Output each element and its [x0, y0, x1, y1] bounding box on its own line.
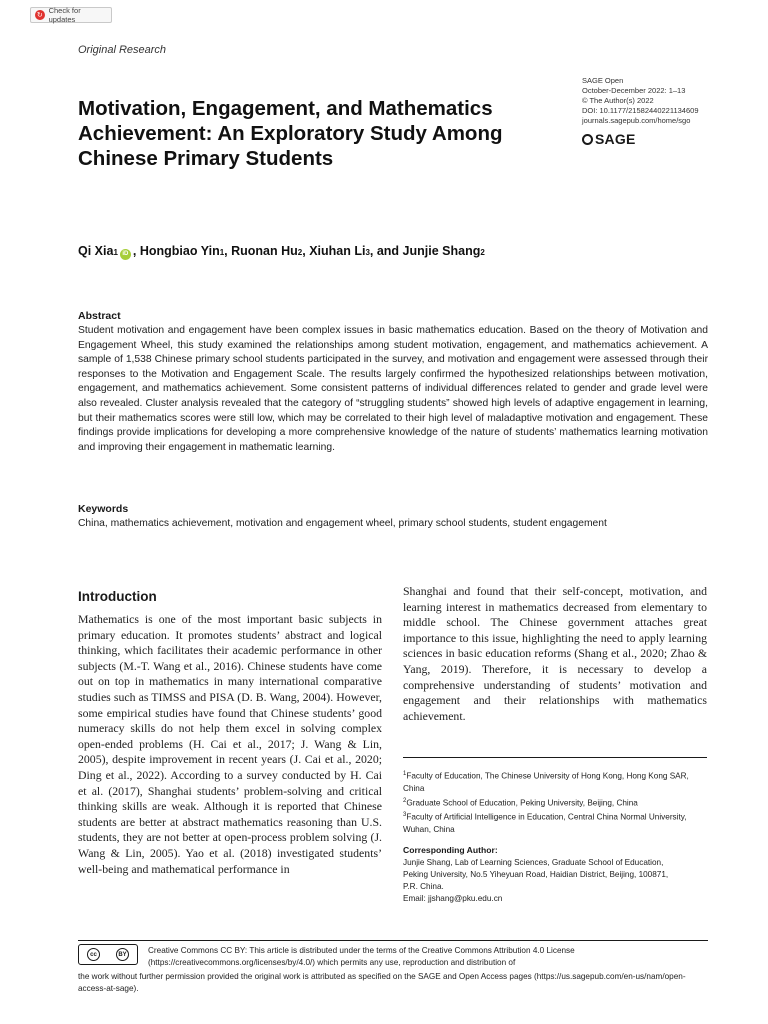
keywords-text: China, mathematics achievement, motivation and engagement wheel, primary school students, student engagement [78, 518, 607, 529]
license-text-first: Creative Commons CC BY: This article is distributed under the terms of the Creative Commons Attribution 4.0 License (https://creativecommons.org/licenses/by/4.0/) which permits any use, reproduction and distribution of [148, 946, 575, 968]
introduction-heading: Introduction [78, 589, 157, 604]
corresponding-line: Junjie Shang, Lab of Learning Sciences, Graduate School of Education, [403, 858, 664, 867]
affiliation-mark: 1 [403, 771, 407, 777]
body-text-left-column: Mathematics is one of the most important basic subjects in primary education. It promotes students’ abstract and logical thinking, which facilitates their academic performance in other subjects (M.-T. Wang et al., 2016). Chinese students have come out on top in mathematics in many international comparative studies such as TIMSS and PISA (D. B. Wang, 2004). However, some empirical studies have found that Chinese students’ good numeracy skills do not help them excel in solving complex open-ended problems (H. Cai et al., 2017; J. Wang & Lin, 2005), despite improvement in recent years (J. Cai et al., 2020; Ding et al., 2022). According to a survey conducted by H. Cai et al. (2017), Shanghai students’ problem-solving and critical thinking skills are weak. Although it is reported that Chinese students are better at abstract mathematics reasoning than U.S. students, they are not better at open-process problem solving (J. Wang & Lin, 2005). Yao et al. (2018) investigated students’ well-being and mathematical performance in [78, 612, 382, 876]
journal-name: SAGE Open [582, 76, 624, 85]
copyright-line: © The Author(s) 2022 [582, 96, 654, 105]
affiliation-item [403, 768, 707, 795]
keywords-heading: Keywords [78, 503, 129, 515]
journal-info [582, 76, 699, 126]
creative-commons-icon [78, 944, 138, 965]
affiliation-mark: 3 [403, 812, 407, 819]
footnote-divider [403, 757, 707, 758]
corresponding-author-heading: Corresponding Author: [403, 845, 498, 855]
author-affiliation-mark: 2 [480, 248, 485, 257]
author-affiliation-mark: 3 [365, 248, 370, 257]
author-separator: , [224, 244, 232, 258]
author-affiliation-mark: 2 [297, 248, 303, 257]
author-name[interactable]: Hongbiao Yin [139, 244, 220, 258]
sage-logo-icon [582, 134, 593, 145]
cc-icon: cc [87, 948, 100, 961]
affiliation-text: Graduate School of Education, Peking University, Beijing, China [406, 798, 638, 808]
author-name[interactable]: Xiuhan Li [309, 244, 366, 258]
check-for-updates-button[interactable] [30, 7, 112, 23]
doi-link[interactable]: DOI: 10.1177/21582440221134609 [582, 106, 699, 115]
author-separator: , [302, 244, 310, 258]
check-for-updates-label: Check for updates [48, 6, 81, 24]
journal-url-link[interactable]: journals.sagepub.com/home/sgo [582, 116, 691, 125]
article-type-label: Original Research [78, 44, 167, 56]
license-divider [78, 940, 708, 941]
author-list [78, 244, 485, 260]
abstract-heading: Abstract [78, 310, 121, 322]
sage-logo-text: SAGE [595, 131, 636, 147]
body-text-right-column: Shanghai and found that their self-concept, motivation, and learning interest in mathematics decreased from elementary to middle school. The Chinese government attaches great importance to this issue, highlighting the need to apply learning sciences in basic education reforms (Shang et al., 2020; Zhao & Yang, 2019). Therefore, it is necessary to develop a comprehensive understanding of students’ motivation and engagement and their relationships with mathematics achievement. [403, 584, 707, 723]
abstract-text: Student motivation and engagement have been complex issues in basic mathematics education. Based on the theory of Motivation and Engagement Wheel, this study examined the relationships among student motivation, engagement, and mathematics achievement. A sample of 1,538 Chinese primary school students participated in the survey, and motivation and engagement were assessed through their responses to the Motivation and Engagement Scale. The results largely confirmed the hypothesized relationships between motivation, engagement, and mathematics achievement. Some consistent patterns of individual differences related to gender and grade level were also revealed. Cluster analysis revealed that the category of “struggling students” showed high levels of adaptive engagement in learning, but their mathematics scores were still low, which may be correlated to their high level of maladaptive motivation and engagement. These findings provide implications for developing a more comprehensive knowledge of the nature of students’ mathematics learning motivation and improving their engagement in mathematic learning. [78, 325, 708, 453]
affiliations [403, 768, 707, 836]
corresponding-line: P.R. China. [403, 882, 444, 891]
author-name[interactable]: Ruonan Hu [231, 244, 298, 258]
corresponding-line: Peking University, No.5 Yiheyuan Road, Haidian District, Beijing, 100871, [403, 870, 669, 879]
author-separator: , and [369, 244, 403, 258]
corresponding-author-details [403, 857, 707, 905]
author-name[interactable]: Junjie Shang [402, 244, 481, 258]
by-icon: BY [116, 948, 129, 961]
author-affiliation-mark: 1 [113, 248, 118, 257]
author-affiliation-mark: 1 [219, 248, 225, 257]
author-name[interactable]: Qi Xia [78, 244, 114, 258]
orcid-icon[interactable]: iD [120, 249, 131, 260]
affiliation-text: Faculty of Education, The Chinese University of Hong Kong, Hong Kong SAR, China [403, 771, 689, 793]
corresponding-email-link[interactable]: Email: jjshang@pku.edu.cn [403, 894, 503, 903]
author-separator: , [132, 244, 140, 258]
update-icon: ↻ [36, 12, 43, 19]
affiliation-mark: 2 [403, 797, 407, 804]
journal-issue: October-December 2022: 1–13 [582, 86, 686, 95]
affiliation-item [403, 809, 707, 836]
article-title: Motivation, Engagement, and Mathematics Achievement: An Exploratory Study Among Chinese Primary Students [78, 97, 503, 170]
affiliation-text: Faculty of Artificial Intelligence in Education, Central China Normal University, Wuhan, China [403, 813, 687, 835]
license-text-second: the work without further permission provided the original work is attributed as specified on the SAGE and Open Access pages (https://us.sagepub.com/en-us/nam/open-access-at-sage). [78, 972, 686, 994]
affiliation-item [403, 795, 707, 810]
sage-logo [582, 131, 635, 147]
